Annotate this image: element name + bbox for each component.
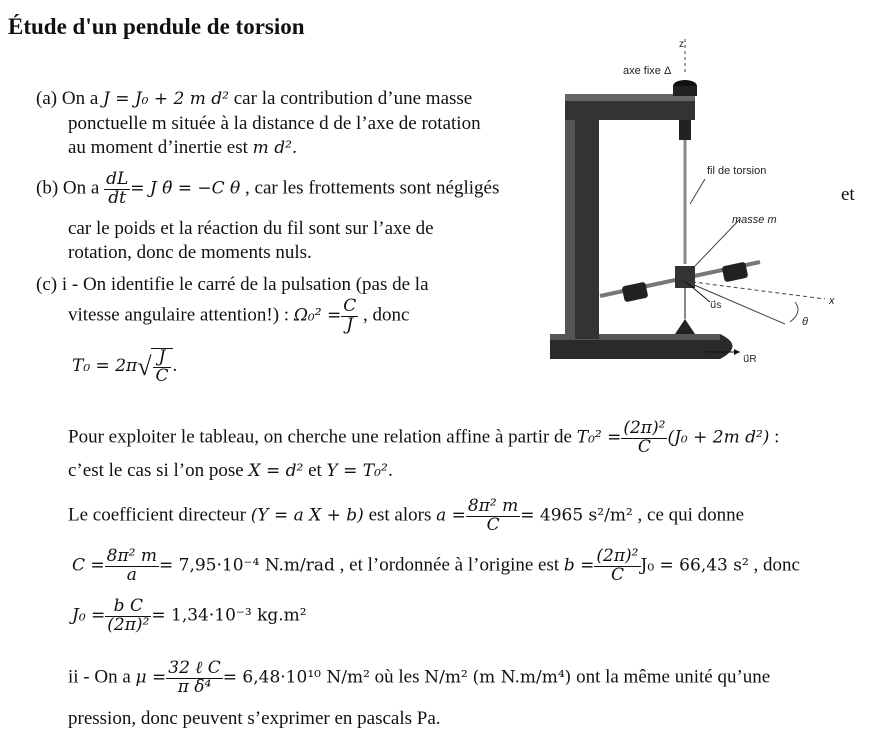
item-a-line3 [68,137,297,159]
coef-line [68,498,744,535]
ordonnee: , et l’ordonnée à l’origine est [339,554,560,576]
item-a-text1: car la contribution d’une masse [233,88,473,109]
T02-num: (2π)² [623,418,666,438]
torsion-pendulum-figure [545,34,845,374]
tableau-colon: : [774,426,780,448]
item-b-label: (b) [36,177,59,199]
mu-num: 32 ℓ C [168,658,221,678]
label-fil: fil de torsion [707,165,767,177]
sqrt-den: C [155,365,169,386]
item-a-label: (a) [36,88,58,109]
a-num: 8π² m [467,496,519,516]
cas-text: c’est le cas si l’on pose [68,460,244,481]
item-a-line2: ponctuelle m située à la distance d de l’axe de rotation [68,113,481,134]
est-alors: est alors [368,504,432,526]
J0-den: (2π)² [107,614,150,635]
C-fraction [105,548,159,585]
omega-eq: Ω₀² = [293,305,342,326]
C-eq: C = [72,555,105,576]
a-den: C [486,514,500,535]
donc-2: , donc [753,554,800,576]
Y-eq: Y = T₀². [326,461,394,481]
mass-right [722,262,749,283]
T02-fraction [621,420,667,457]
C-line [72,548,800,585]
C-num: 8π² m [106,546,157,566]
tableau-text: Pour exploiter le tableau, on cherche une relation affine à partir de [68,426,572,448]
item-b-line3: rotation, donc de moments nuls. [68,242,312,263]
ii-intro: ii - On a [68,666,131,688]
cas-line [68,460,393,482]
b-den: C [610,564,624,585]
J0-val: = 1,34·10⁻³ kg.m² [151,605,307,626]
item-a-formula: J = J₀ + 2 m d² [103,89,229,109]
period-dot: . [172,355,178,377]
omega-den: J [346,314,354,335]
page-title: Étude d'un pendule de torsion [8,14,305,39]
mass-left [622,282,649,303]
label-x: x [829,295,835,307]
unit2: (m N.m/m⁴) [472,667,572,688]
T0-eq: T₀ = 2π [72,356,138,377]
et-2: et [308,460,322,481]
T02-den: C [637,436,651,457]
item-b-text1: , car les frottements sont négligés [245,177,500,199]
ii-line [68,660,770,697]
item-b-intro: On a [62,177,100,199]
omega-fraction [341,298,358,335]
a-fraction [466,498,520,535]
coef-text: Le coefficient directeur [68,504,246,526]
item-c-i-line1: i - On identifie le carré de la pulsation (pas de la [61,274,429,295]
ce-qui: , ce qui donne [637,504,745,526]
item-b-line2: car le poids et la réaction du fil sont sur l’axe de [68,218,434,239]
label-z: z [679,39,684,50]
item-a-text3: au moment d’inertie est [68,137,248,158]
item-c-label: (c) [36,274,58,295]
X-eq: X = d² [248,461,304,481]
item-b-fraction [104,171,130,208]
item-b-et: et [841,184,855,205]
J0-eq: J₀ = [72,605,106,626]
C-den: a [126,564,137,585]
label-theta: θ [802,316,808,328]
meme: ont la même unité qu’une [576,666,771,688]
label-masse: masse m [732,214,777,226]
item-a-intro: On a [61,88,99,109]
item-a-md2: m d². [252,138,298,158]
b-eq: b = [563,555,595,576]
J0-num: b C [105,598,151,617]
period-formula: T₀ = 2π√ $\frac{J}{C}$ . [72,347,178,386]
item-b-line1 [36,171,499,208]
sqrt-fraction [153,349,170,386]
mu-eq: μ = [135,667,167,688]
Yaxb: (Y = a X + b) [250,505,364,526]
center-hub [675,266,695,288]
T02-eq: T₀² = [576,427,622,448]
label-ur: u⃗R [743,354,757,365]
mu-fraction [166,660,223,697]
donc-1: , donc [362,304,410,326]
sqrt-num: J [153,349,170,368]
pression-line: pression, donc peuvent s’exprimer en pascals Pa. [68,708,441,729]
item-b-dL: dL [106,169,129,189]
mu-val: = 6,48·10¹⁰ N/m² [222,667,370,688]
item-c-line2 [68,298,409,335]
item-c-i-line2: vitesse angulaire attention!) : [68,304,290,326]
a-eq: a = [436,505,466,526]
C-val: = 7,95·10⁻⁴ N.m/rad [158,555,335,576]
label-us: u⃗s [710,300,722,311]
b-num: (2π)² [596,546,639,566]
item-b-dt: dt [108,187,126,208]
mu-den: π δ⁴ [177,676,212,697]
tableau-line [68,420,779,457]
label-axe-fixe: axe fixe Δ [623,65,672,77]
ou-les: où les [374,666,420,688]
item-a-line1 [36,88,472,110]
b-fraction [594,548,640,585]
item-c-line1 [36,274,429,296]
b-val: J₀ = 66,43 s² [640,555,749,576]
unit1: N/m² [424,667,468,688]
J0-fraction [105,598,151,635]
a-val: = 4965 s²/m² [520,505,633,526]
item-b-rest: = J θ̈ = −C θ [130,178,241,199]
J0-line [72,598,307,635]
T02-paren: (J₀ + 2m d²) [667,427,770,448]
omega-num: C [343,296,357,316]
